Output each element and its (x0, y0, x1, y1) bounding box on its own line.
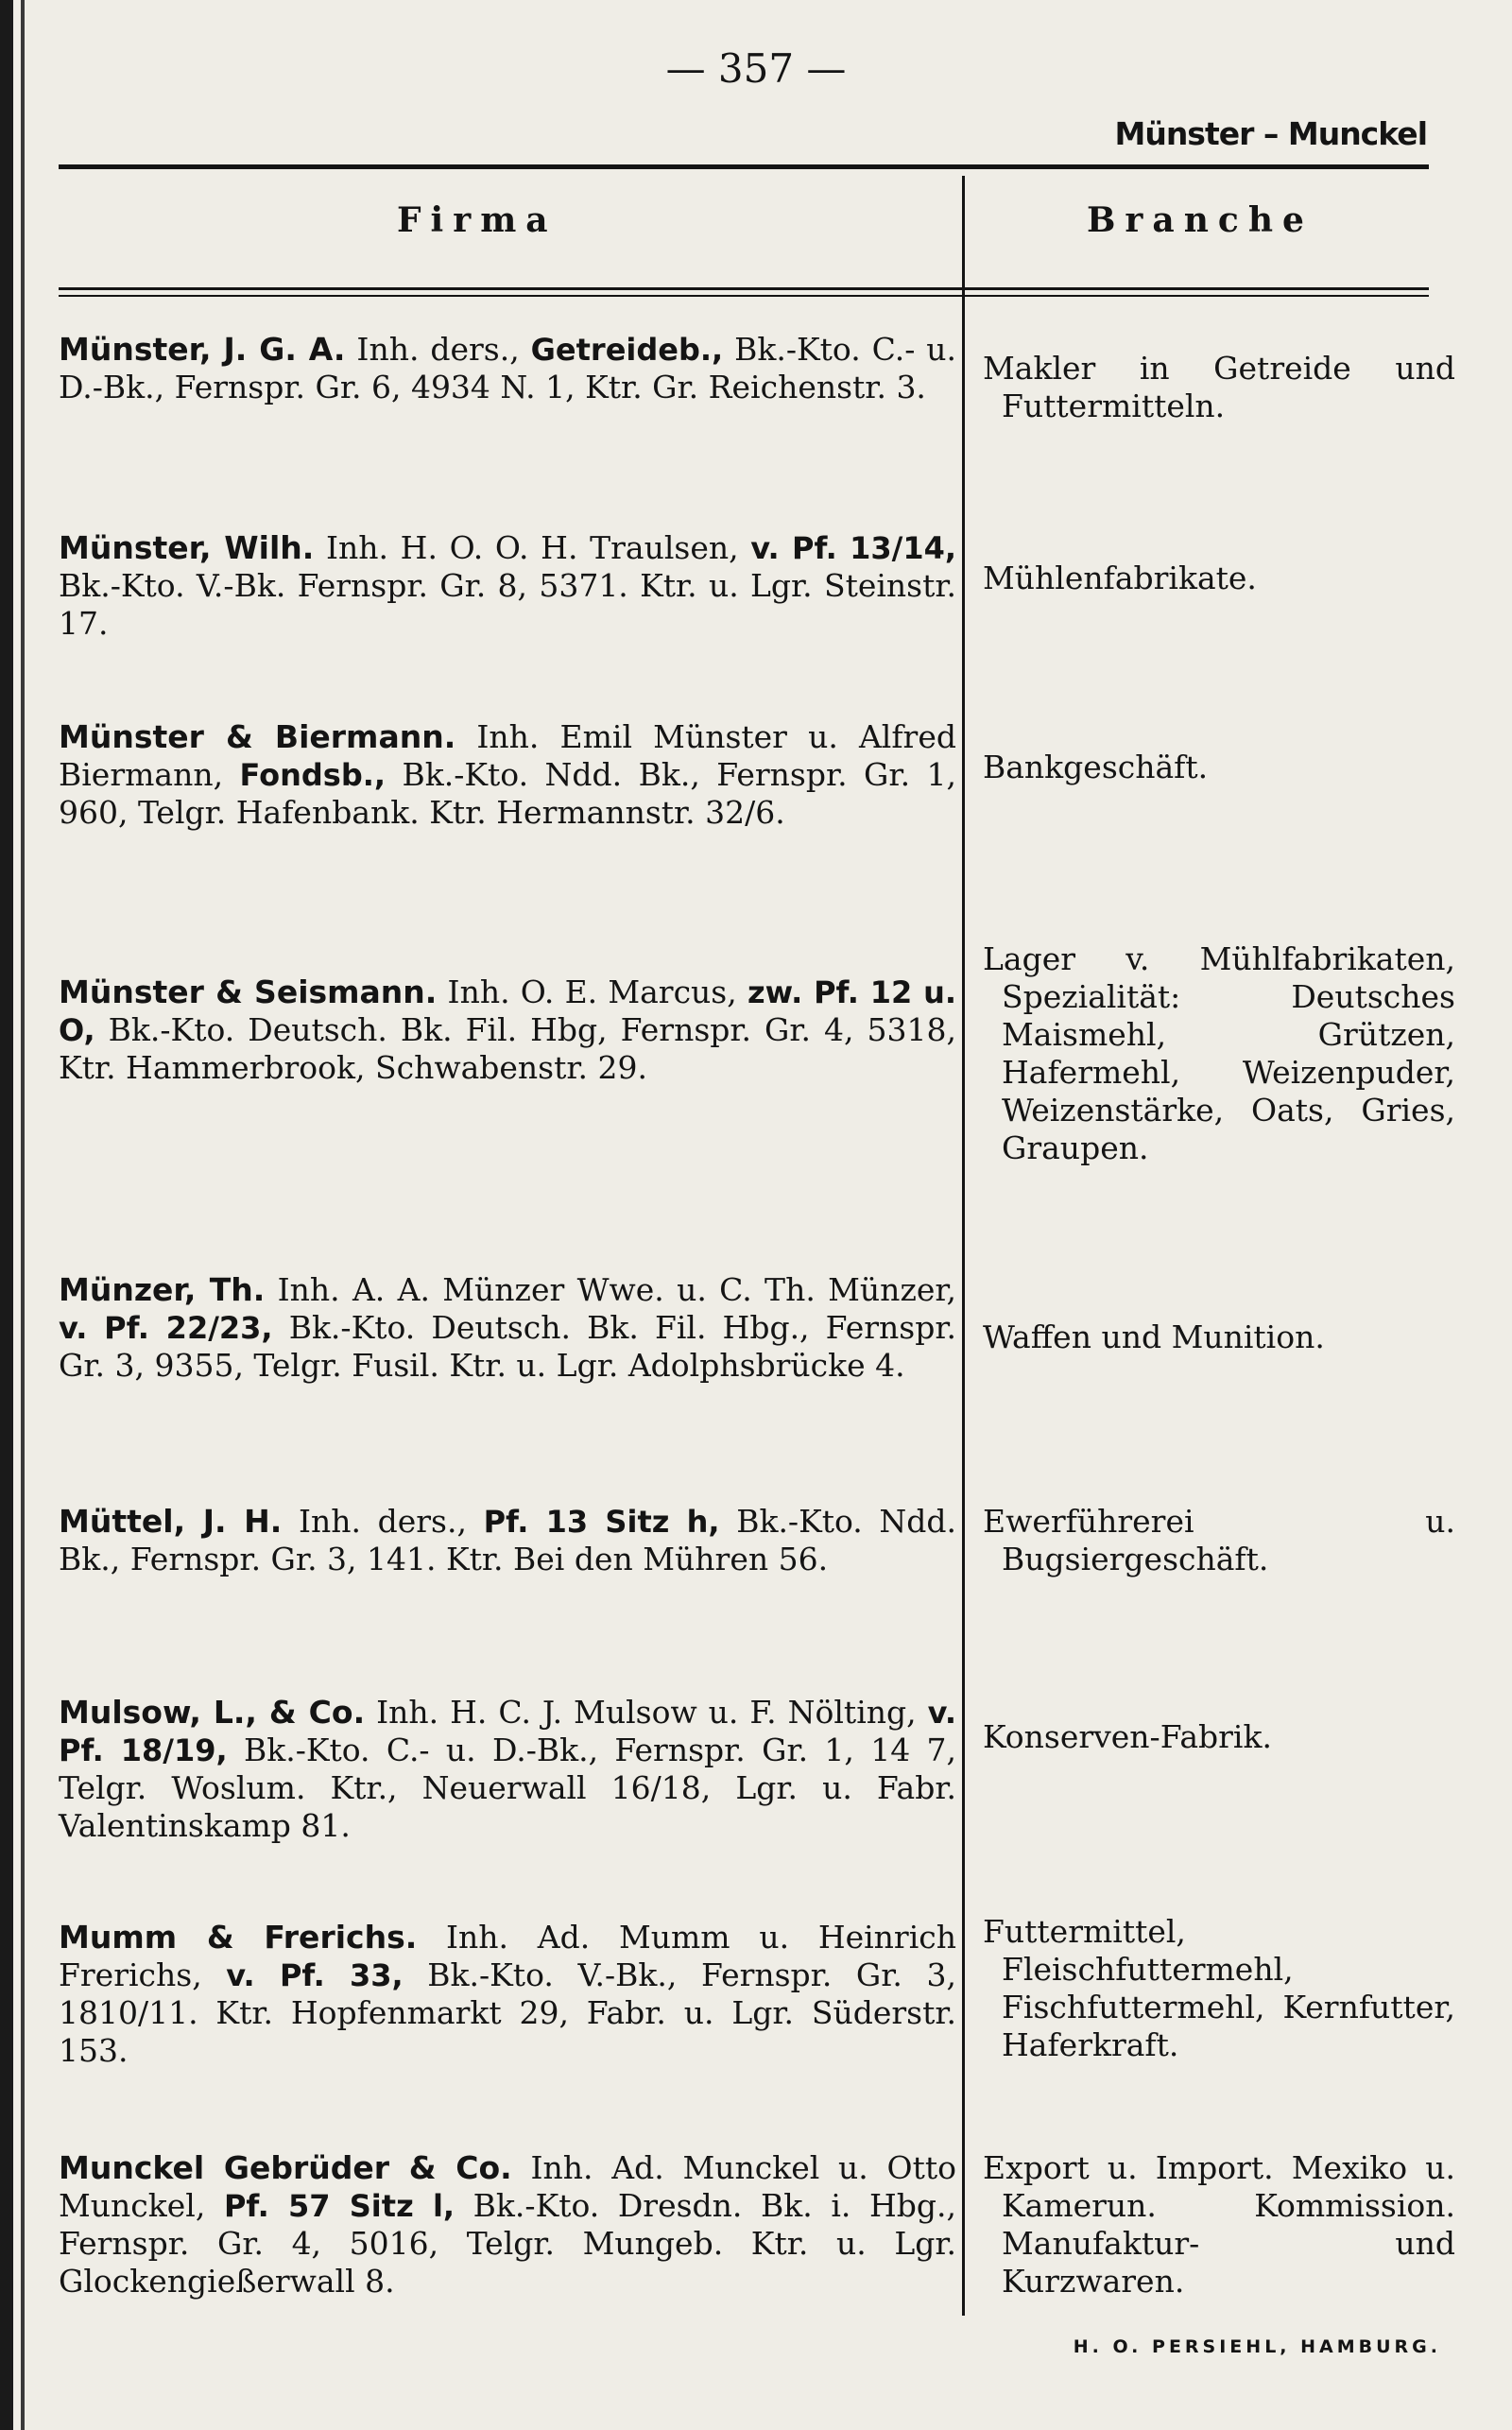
branche-muenzer-th: Waffen und Munition. (983, 1318, 1325, 1355)
firm-tag: v. Pf. 13/14, (750, 530, 956, 566)
firm-details: Bk.-Kto. V.-Bk., Fernspr. Gr. 3, 1810/11. Ktr. Hopfenmarkt 29, Fabr. u. Lgr. Süderstr. 153. (59, 1956, 957, 2069)
entry-mulsow-l (59, 1694, 956, 1845)
firm-tag: v. Pf. 33, (226, 1957, 404, 1993)
entry-muettel-jh (59, 1503, 956, 1578)
firm-name: Mulsow, L., & Co. (59, 1694, 366, 1731)
firm-details: Bk.-Kto. V.-Bk. Fernspr. Gr. 8, 5371. Ktr. u. Lgr. Steinstr. 17. (59, 567, 956, 642)
binding-edge-line (21, 0, 25, 2430)
branche-muenster-biermann: Bankgeschäft. (983, 749, 1209, 785)
firm-name: Münster & Seismann. (59, 974, 438, 1010)
firm-tag: Fondsb., (239, 757, 387, 793)
branche-muettel-jh: Ewerführerei u. Bugsiergeschäft. (983, 1503, 1455, 1577)
firm-tag: zw. Pf. 12 u. O, (59, 974, 957, 1048)
firm-tag: Pf. 13 Sitz h, (483, 1504, 720, 1540)
running-head: Münster – Munckel (1114, 115, 1427, 152)
firm-owner: Inh. ders., (298, 1503, 484, 1540)
firm-owner: Inh. H. C. J. Mulsow u. F. Nölting, (376, 1694, 928, 1731)
entry-munckel-gebrueder (59, 2149, 956, 2301)
firm-owner: Inh. Emil Münster u. Alfred Biermann, (59, 718, 956, 793)
firm-name: Münster, J. G. A. (59, 331, 346, 368)
firm-name: Mumm & Frerichs. (59, 1919, 418, 1956)
firm-owner: Inh. H. O. O. H. Traulsen, (325, 529, 751, 566)
header-bottom-rule-2 (59, 295, 1429, 297)
firm-tag: v. Pf. 18/19, (59, 1695, 956, 1768)
page-number: — 357 — (665, 45, 847, 92)
firm-details: Bk.-Kto. Deutsch. Bk. Fil. Hbg., Fernspr. Gr. 3, 9355, Telgr. Fusil. Ktr. u. Lgr. Adolphsbrücke 4. (59, 1309, 956, 1384)
firm-name: Münzer, Th. (59, 1271, 266, 1308)
branche-muenster-seismann: Lager v. Mühlfabrikaten, Spezialität: Deutsches Maismehl, Grützen, Hafermehl, Weizenpuder, Weizenstärke, Oats, Gries, Graupen. (983, 940, 1455, 1166)
branche-mulsow-l: Konserven-Fabrik. (983, 1718, 1272, 1755)
firm-details: Bk.-Kto. C.- u. D.-Bk., Fernspr. Gr. 1, 14 7, Telgr. Woslum. Ktr., Neuerwall 16/18, Lgr. u. Fabr. Valentinskamp 81. (59, 1732, 956, 1844)
firm-details: Bk.-Kto. C.- u. D.-Bk., Fernspr. Gr. 6, 4934 N. 1, Ktr. Gr. Reichenstr. 3. (59, 331, 957, 405)
firm-name: Münster, Wilh. (59, 529, 315, 566)
entry-muenster-wilh (59, 529, 956, 643)
firm-owner: Inh. A. A. Münzer Wwe. u. C. Th. Münzer, (277, 1271, 956, 1308)
header-top-rule (59, 164, 1429, 169)
firm-owner: Inh. O. E. Marcus, (447, 974, 747, 1010)
firm-name: Münster & Biermann. (59, 718, 456, 755)
firm-owner: Inh. Ad. Mumm u. Heinrich Frerichs, (59, 1919, 956, 1993)
firm-tag: Getreideb., (530, 332, 724, 368)
firm-owner: Inh. ders., (356, 331, 531, 368)
firm-details: Bk.-Kto. Dresdn. Bk. i. Hbg., Fernspr. Gr. 4, 5016, Telgr. Mungeb. Ktr. u. Lgr. Glockengießerwall 8. (59, 2187, 956, 2300)
firm-tag: Pf. 57 Sitz l, (223, 2188, 455, 2224)
header-bottom-rule (59, 287, 1429, 290)
firm-name: Müttel, J. H. (59, 1503, 283, 1540)
firm-details: Bk.-Kto. Ndd. Bk., Fernspr. Gr. 3, 141. Ktr. Bei den Mühren 56. (59, 1503, 957, 1577)
entry-muenzer-th (59, 1271, 956, 1385)
branche-munckel-gebrueder: Export u. Import. Mexiko u. Kamerun. Kommission. Manufaktur- und Kurzwaren. (983, 2149, 1455, 2300)
entry-muenster-jga (59, 331, 956, 406)
entry-muenster-biermann (59, 718, 956, 832)
firm-details: Bk.-Kto. Ndd. Bk., Fernspr. Gr. 1, 960, Telgr. Hafenbank. Ktr. Hermannstr. 32/6. (59, 756, 956, 831)
entry-muenster-seismann (59, 974, 956, 1087)
column-divider (962, 176, 965, 2316)
firm-details: Bk.-Kto. Deutsch. Bk. Fil. Hbg, Fernspr. Gr. 4, 5318, Ktr. Hammerbrook, Schwabenstr. 29. (59, 1011, 956, 1086)
firm-owner: Inh. Ad. Munckel u. Otto Munckel, (59, 2149, 956, 2224)
branche-muenster-wilh: Mühlenfabrikate. (983, 560, 1257, 596)
branche-mumm-frerichs: Futtermittel, Fleischfuttermehl, Fischfuttermehl, Kernfutter, Haferkraft. (983, 1913, 1455, 2063)
branche-muenster-jga: Makler in Getreide und Futtermitteln. (983, 350, 1455, 424)
column-header-branche: Branche (1087, 200, 1314, 240)
firm-name: Munckel Gebrüder & Co. (59, 2149, 512, 2186)
firm-tag: v. Pf. 22/23, (59, 1310, 273, 1346)
column-header-firma: Firma (397, 200, 558, 240)
printer-imprint: H. O. PERSIEHL, HAMBURG. (1073, 2336, 1441, 2357)
entry-mumm-frerichs (59, 1919, 956, 2070)
binding-edge (0, 0, 13, 2430)
